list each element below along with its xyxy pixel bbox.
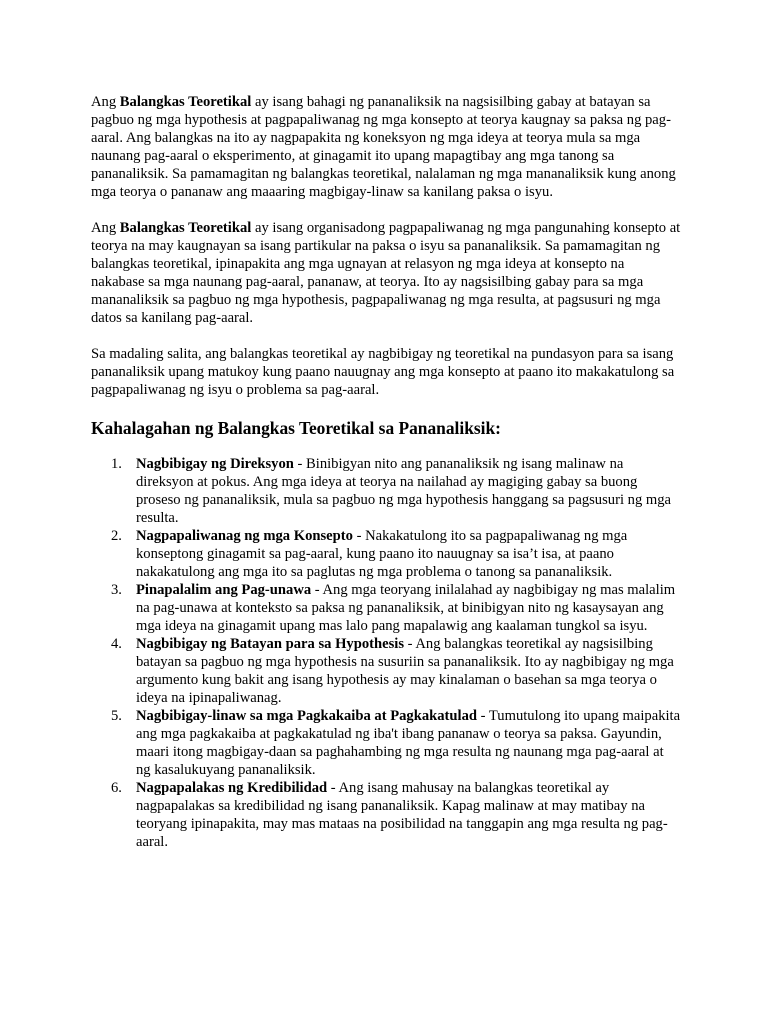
list-item [91,581,681,635]
list-item-text: - Nakakatulong ito sa pagpapaliwanag ng mga konseptong ginagamit sa pag-aaral, kung paano ito nauugnay sa isa’t isa, at paano nakakatulong ang mga ito sa paglutas ng mga problema o tanong sa pananaliksik. [136,528,628,580]
list-item-text: - Ang isang mahusay na balangkas teoretikal ay nagpapalakas sa kredibilidad ng isang pananaliksik. Kapag malinaw at may matibay na teoryang ipinapakita, may mas mataas na posibilidad na tanggapin ang mga resulta ng pag-aaral. [136,780,668,850]
list-item-title: Nagbibigay ng Direksyon [136,456,294,472]
summary-paragraph [91,345,681,399]
paragraph-text: Sa madaling salita, ang balangkas teoretikal ay nagbibigay ng teoretikal na pundasyon para sa isang pananaliksik upang matukoy kung paano nauugnay ang mga konsepto at paano ito makakatulong sa pagpapaliwanag ng isyu o problema sa pag-aaral. [91,346,675,398]
list-number: 1. [111,456,122,472]
list-item [91,635,681,707]
intro-paragraph-2 [91,219,681,327]
list-item [91,779,681,851]
paragraph-text: ay isang organisadong pagpapaliwanag ng mga pangunahing konsepto at teorya na may kaugnayan sa isang partikular na paksa o isyu sa pananaliksik. Sa pamamagitan ng balangkas teoretikal, ipinapakita ang mga ugnayan at relasyon ng mga ideya at konsepto na nakabase sa mga naunang pag-aaral, pananaw, at teorya. Ito ay nagsisilbing gabay para sa mga mananaliksik sa pagbuo ng mga hypothesis, pagpapaliwanag ng mga resulta, at pagsusuri ng mga datos sa kanilang pag-aaral. [91,220,681,326]
list-item-title: Nagpapaliwanag ng mga Konsepto [136,528,353,544]
paragraph-text: Ang [91,94,120,110]
list-item [91,707,681,779]
list-number: 3. [111,582,122,598]
list-number: 4. [111,636,122,652]
section-heading: Kahalagahan ng Balangkas Teoretikal sa Pananaliksik: [91,418,501,438]
paragraph-text: Ang [91,220,120,236]
list-item [91,527,681,581]
list-number: 2. [111,528,122,544]
list-number: 6. [111,780,122,796]
list-item-text: - Binibigyan nito ang pananaliksik ng isang malinaw na direksyon at pokus. Ang mga ideya at teorya na nailahad ay magiging gabay sa buong proseso ng pananaliksik, mula sa pagbuo ng mga hypothesis hanggang sa pagsusuri ng mga resulta. [136,456,672,526]
list-item-title: Nagbibigay-linaw sa mga Pagkakaiba at Pagkakatulad [136,708,477,724]
paragraph-bold-term: Balangkas Teoretikal [119,94,252,110]
list-item-title: Nagpapalakas ng Kredibilidad [136,780,328,796]
list-item-title: Pinapalalim ang Pag-unawa [136,582,312,598]
list-item-text: - Ang mga teoryang inilalahad ay nagbibigay ng mas malalim na pag-unawa at konteksto sa paksa ng pananaliksik, at binibigyan nito ng kasaysayan ang mga ideya na ginagamit upang mas lalo pang mapalawig ang kaalaman tungkol sa isyu. [136,582,676,634]
importance-list [91,455,681,851]
intro-paragraph-1 [91,93,681,201]
document-page [91,93,681,851]
paragraph-bold-term: Balangkas Teoretikal [119,220,252,236]
list-item-text: - Ang balangkas teoretikal ay nagsisilbing batayan sa pagbuo ng mga hypothesis na susuriin sa pananaliksik. Ito ay nagbibigay ng mga argumento kung bakit ang isang hypothesis ay may kinalaman o basehan sa mga teorya o ideya na ipinapaliwanag. [136,636,674,706]
paragraph-text: ay isang bahagi ng pananaliksik na nagsisilbing gabay at batayan sa pagbuo ng mga hypothesis at pagpapaliwanag ng mga konsepto at teorya kaugnay sa paksa ng pag-aaral. Ang balangkas na ito ay nagpapakita ng koneksyon ng mga ideya at teorya mula sa mga naunang pag-aaral o eksperimento, at ginagamit ito upang mapagtibay ang mga tanong sa pananaliksik. Sa pamamagitan ng balangkas teoretikal, nalalaman ng mga mananaliksik kung anong mga teorya o pananaw ang maaaring magbigay-linaw sa kanilang paksa o isyu. [91,94,676,200]
list-number: 5. [111,708,122,724]
list-item-title: Nagbibigay ng Batayan para sa Hypothesis [136,636,405,652]
list-item [91,455,681,527]
list-item-text: - Tumutulong ito upang maipakita ang mga pagkakaiba at pagkakatulad ng iba't ibang pananaw o teorya sa paksa. Gayundin, maari itong magbigay-daan sa paghahambing ng mga resulta ng naunang mga pag-aaral at ng kasalukuyang pananaliksik. [136,708,681,778]
